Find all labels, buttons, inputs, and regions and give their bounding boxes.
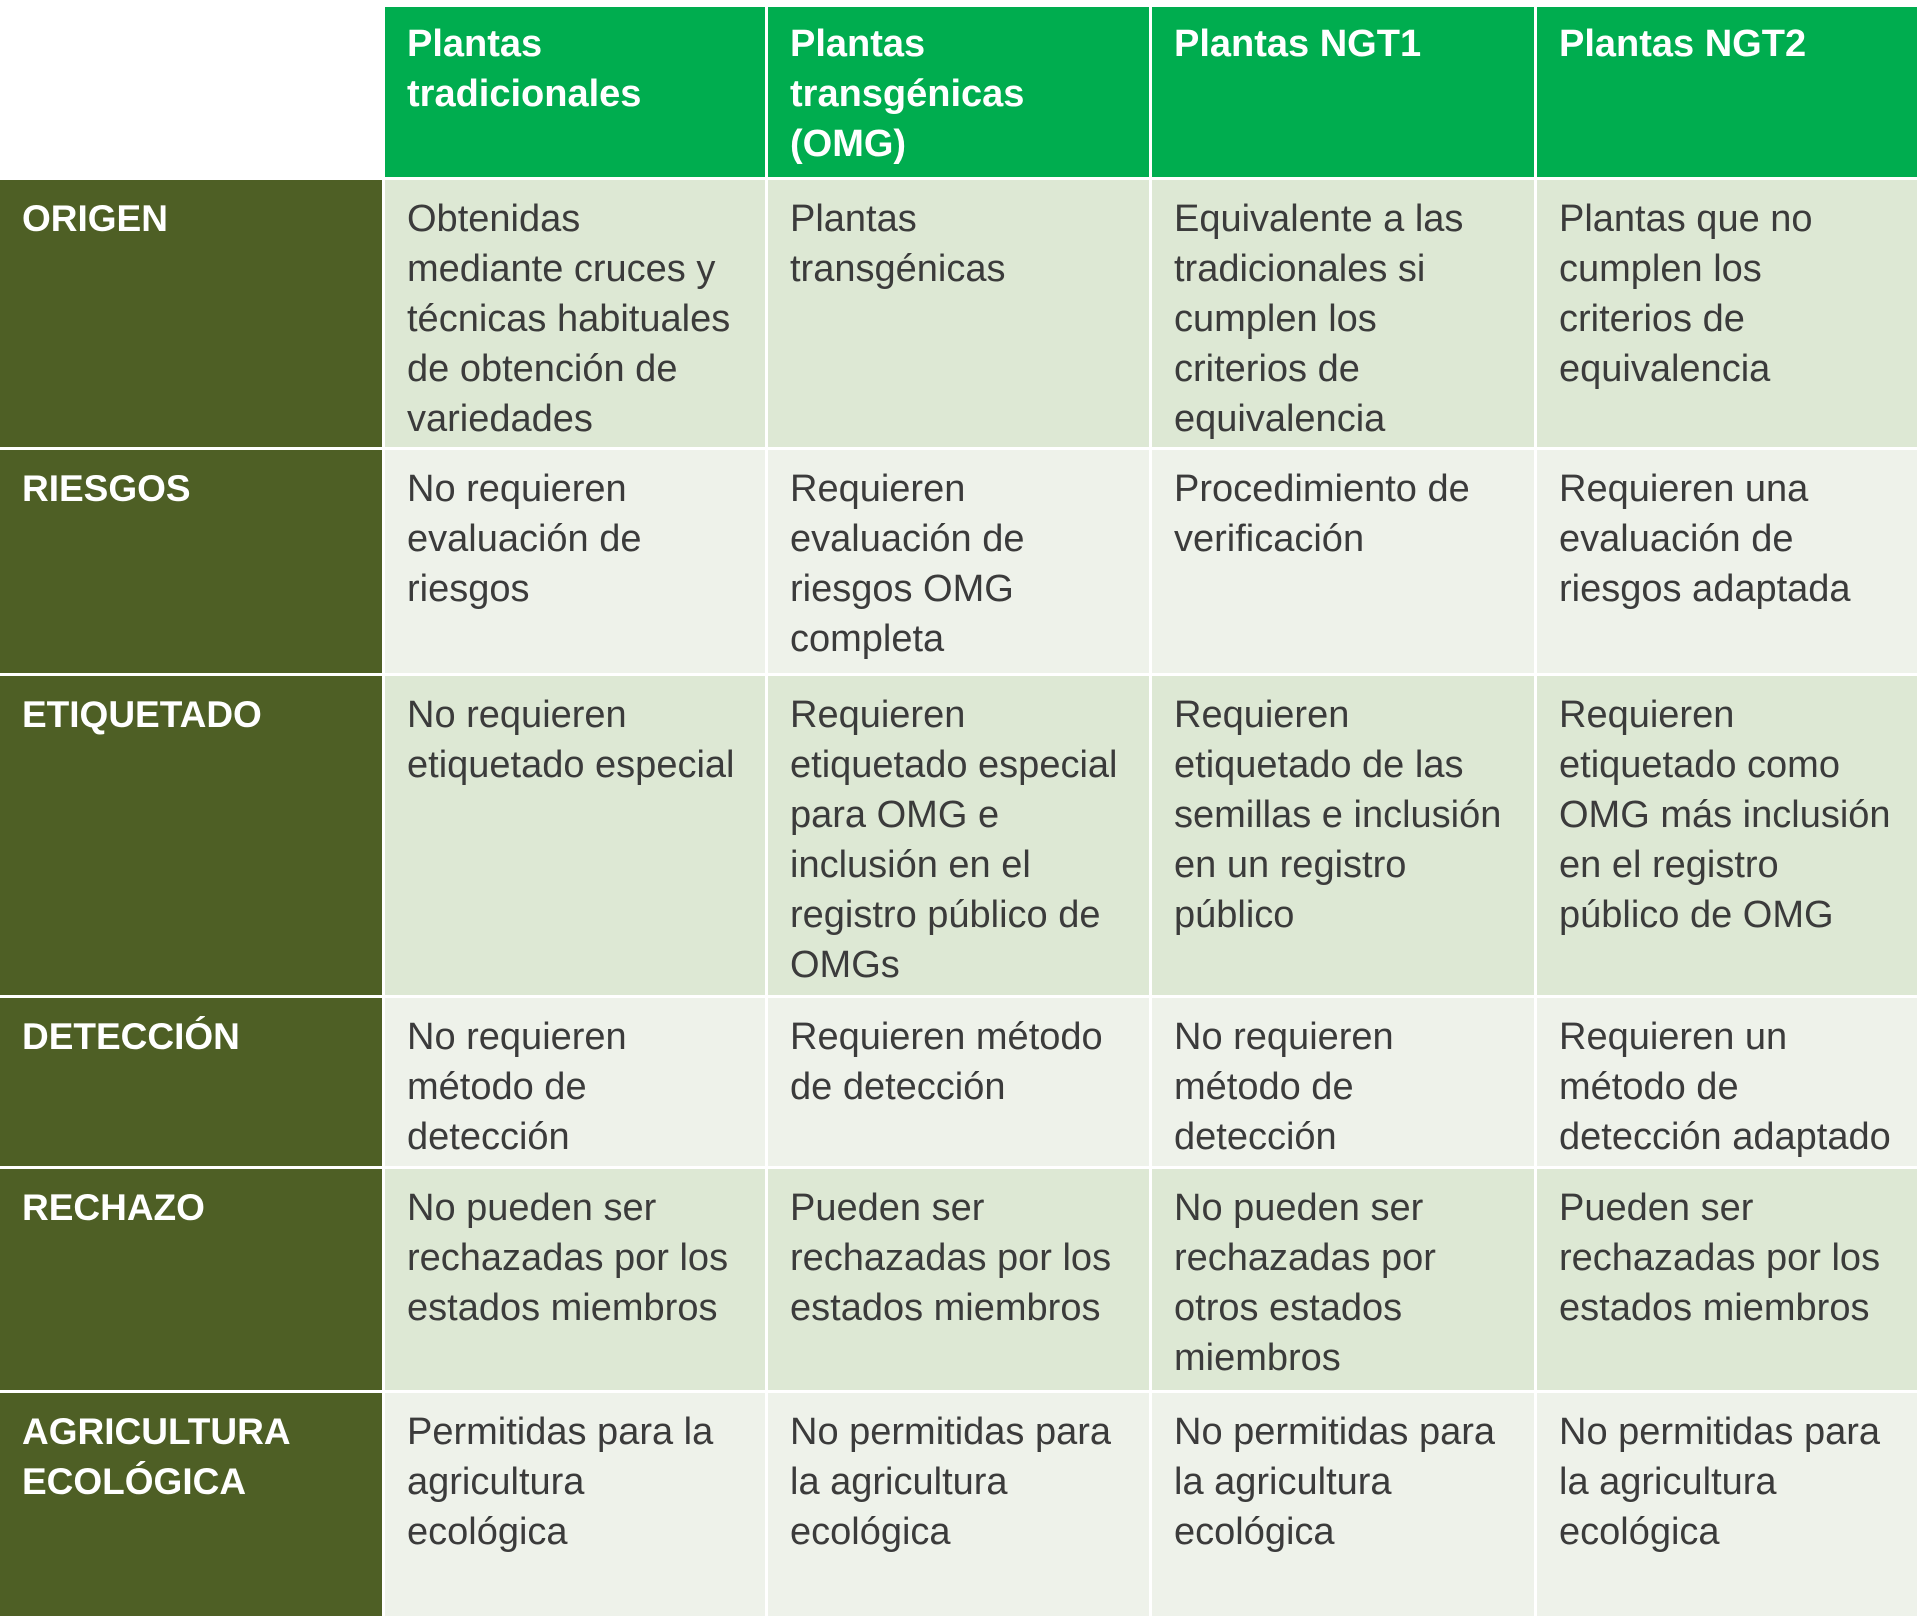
table-cell: Permitidas para la agricultura ecológica <box>385 1393 768 1619</box>
row-header-riesgos: RIESGOS <box>0 450 385 676</box>
table-cell: No permitidas para la agricultura ecológica <box>1537 1393 1920 1619</box>
table-cell: Plantas que no cumplen los criterios de equivalencia <box>1537 180 1920 450</box>
comparison-table <box>0 7 1920 1619</box>
column-header-transgenicas: Plantas transgénicas (OMG) <box>768 7 1152 180</box>
table-cell: Pueden ser rechazadas por los estados miembros <box>1537 1169 1920 1393</box>
table-cell: No permitidas para la agricultura ecológica <box>768 1393 1152 1619</box>
table-cell: Requieren una evaluación de riesgos adaptada <box>1537 450 1920 676</box>
table-cell: Plantas transgénicas <box>768 180 1152 450</box>
table-cell: No pueden ser rechazadas por los estados miembros <box>385 1169 768 1393</box>
table-cell: Pueden ser rechazadas por los estados miembros <box>768 1169 1152 1393</box>
row-header-origen: ORIGEN <box>0 180 385 450</box>
column-header-ngt1: Plantas NGT1 <box>1152 7 1537 180</box>
table-cell: No requieren método de detección <box>1152 998 1537 1169</box>
table-cell: Obtenidas mediante cruces y técnicas habituales de obtención de variedades <box>385 180 768 450</box>
row-header-rechazo: RECHAZO <box>0 1169 385 1393</box>
table-cell: No permitidas para la agricultura ecológica <box>1152 1393 1537 1619</box>
corner-cell <box>0 7 385 180</box>
row-header-etiquetado: ETIQUETADO <box>0 676 385 998</box>
row-header-agricultura-ecologica: AGRICULTURA ECOLÓGICA <box>0 1393 385 1619</box>
table-cell: No requieren evaluación de riesgos <box>385 450 768 676</box>
table-cell: Requieren evaluación de riesgos OMG completa <box>768 450 1152 676</box>
table-cell: Requieren etiquetado especial para OMG e inclusión en el registro público de OMGs <box>768 676 1152 998</box>
table-cell: Equivalente a las tradicionales si cumplen los criterios de equivalencia <box>1152 180 1537 450</box>
row-header-deteccion: DETECCIÓN <box>0 998 385 1169</box>
table-cell: Procedimiento de verificación <box>1152 450 1537 676</box>
column-header-tradicionales: Plantas tradicionales <box>385 7 768 180</box>
table-cell: Requieren método de detección <box>768 998 1152 1169</box>
table-cell: Requieren un método de detección adaptado <box>1537 998 1920 1169</box>
table-cell: Requieren etiquetado de las semillas e inclusión en un registro público <box>1152 676 1537 998</box>
table-cell: No pueden ser rechazadas por otros estados miembros <box>1152 1169 1537 1393</box>
table-cell: No requieren método de detección <box>385 998 768 1169</box>
table-cell: Requieren etiquetado como OMG más inclusión en el registro público de OMG <box>1537 676 1920 998</box>
table-cell: No requieren etiquetado especial <box>385 676 768 998</box>
column-header-ngt2: Plantas NGT2 <box>1537 7 1920 180</box>
